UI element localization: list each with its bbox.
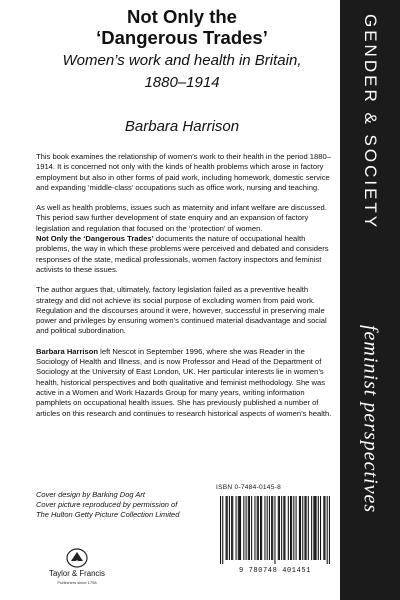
barcode-bar: [272, 496, 273, 560]
barcode-bar: [291, 496, 292, 560]
author-bio-name: Barbara Harrison: [36, 346, 99, 356]
barcode-bar: [323, 496, 324, 560]
barcode-bar: [258, 496, 259, 560]
barcode-bar: [246, 496, 247, 560]
barcode-bar: [306, 496, 307, 560]
barcode-bar: [248, 496, 249, 560]
blurb-paragraph-3: [36, 234, 336, 275]
barcode-bar: [320, 496, 321, 560]
book-subtitle: [32, 50, 332, 94]
barcode-bar: [296, 496, 297, 560]
barcode-image: [220, 496, 330, 564]
barcode-bar: [316, 496, 317, 560]
barcode-bar: [278, 496, 279, 560]
barcode-bar: [281, 496, 282, 560]
barcode-bar: [300, 496, 301, 560]
barcode-bar: [261, 496, 262, 560]
title-line-2: ‘Dangerous Trades’: [96, 27, 268, 48]
barcode-bar: [260, 496, 261, 560]
barcode-bar: [290, 496, 291, 560]
barcode-bar: [274, 496, 275, 564]
author-name: Barbara Harrison: [124, 118, 240, 135]
blurb-paragraph-4: The author argues that, ultimately, factory legislation failed as a preventive health strategy and did not achieve its social purpose of excluding women from paid work. Regulation and the discourses around it were, however, successful in preserving male power and privileges by ensuring women’s continued material disadvantage and social and political subordination.: [36, 285, 327, 336]
subtitle-line-1: Women’s work and health in Britain,: [62, 52, 302, 69]
barcode-bar: [314, 496, 315, 560]
barcode-bar: [288, 496, 289, 560]
publisher-emblem-icon: [42, 547, 112, 569]
barcode-bar: [249, 496, 250, 560]
cover-credits: [36, 490, 216, 520]
blurb-paragraph-2: As well as health problems, issues such as maternity and infant welfare are discussed. This period saw further development of state enquiry and an expansion of factory legislation and regulation that focused on the ‘protection’ of women.: [36, 203, 327, 233]
barcode-bar: [311, 496, 312, 560]
barcode-bar: [327, 496, 328, 564]
barcode-bar: [231, 496, 232, 560]
barcode-bar: [279, 496, 280, 560]
barcode-bar: [251, 496, 252, 560]
barcode-bar: [302, 496, 303, 560]
barcode-bar: [318, 496, 319, 560]
blurb-paragraph-1: This book examines the relationship of women’s work to their health in the period 1880–1914. It is concerned not only with the kinds of health problems which arose in factory employment but also in other forms of paid work, including homework, domestic service and expanding ‘middle-class’ occupations such as office work, nursing and teaching.: [36, 152, 331, 192]
barcode-bar: [264, 496, 265, 560]
barcode-bar: [254, 496, 255, 560]
barcode-bar: [304, 496, 305, 560]
credit-line-3: The Hulton Getty Picture Collection Limited: [36, 510, 180, 519]
series-title: GENDER & SOCIETY: [361, 14, 380, 231]
barcode-number: 9 780748 401451: [238, 567, 311, 575]
publisher-name: Taylor & Francis: [49, 569, 105, 578]
book-title: [32, 6, 332, 48]
barcode-bar: [226, 496, 227, 560]
barcode-bar: [257, 496, 258, 560]
barcode-bar: [271, 496, 272, 560]
series-sidebar: [340, 0, 400, 600]
barcode-bar: [239, 496, 240, 560]
barcode-bar: [293, 496, 294, 560]
barcode-bar: [243, 496, 244, 560]
isbn-label: ISBN 0-7484-0145-8: [216, 484, 282, 491]
barcode-bar: [267, 496, 268, 560]
title-line-1: Not Only the: [127, 6, 237, 27]
barcode-bar: [227, 496, 228, 560]
blurb-book-title: Not Only the ‘Dangerous Trades’: [36, 234, 154, 244]
credit-line-2: Cover picture reproduced by permission of: [36, 500, 178, 509]
barcode-bar: [240, 496, 241, 560]
barcode-bar: [299, 496, 300, 560]
barcode-bar: [324, 496, 325, 560]
author-bio: [36, 347, 336, 419]
publisher-logo: [42, 547, 112, 595]
barcode-bar: [308, 496, 309, 560]
barcode-bar: [229, 496, 230, 560]
barcode-bar: [220, 496, 221, 564]
credit-line-1: Cover design by Barking Dog Art: [36, 490, 145, 499]
subtitle-line-2: 1880–1914: [144, 74, 220, 91]
publisher-tagline: Publishers since 1798: [57, 580, 97, 585]
blurb-paragraph-3-text: documents the nature of occupational health problems, the way in which these problems were perceived and debated and considers responses of the state, medical professionals, women factory inspectors and feminist activists to these issues.: [36, 234, 329, 274]
barcode-bar: [313, 496, 314, 560]
barcode-bar: [238, 496, 239, 560]
barcode-bar: [284, 496, 285, 560]
barcode-bar: [329, 496, 330, 564]
barcode-bar: [222, 496, 223, 564]
barcode-bar: [269, 496, 270, 560]
barcode-bar: [283, 496, 284, 560]
series-subtitle: feminist perspectives: [359, 325, 382, 514]
blurb-text: [36, 152, 336, 429]
barcode-bar: [236, 496, 237, 560]
author-bio-text: left Nescot in September 1996, where she was Reader in the Sociology of Health and Illness, and is now Professor and Head of the Department of Sociology at the University of East London, UK. Her particular interests lie in women’s health, historical perspectives and both qualitative and feminist methodology. She was active in a Women and Work Hazards Group for many years, writing information pamphlets on occupational health issues. She has previously published a number of articles on this research and continues to research historical aspects of women’s health.: [36, 346, 332, 418]
barcode-bar: [232, 496, 233, 560]
